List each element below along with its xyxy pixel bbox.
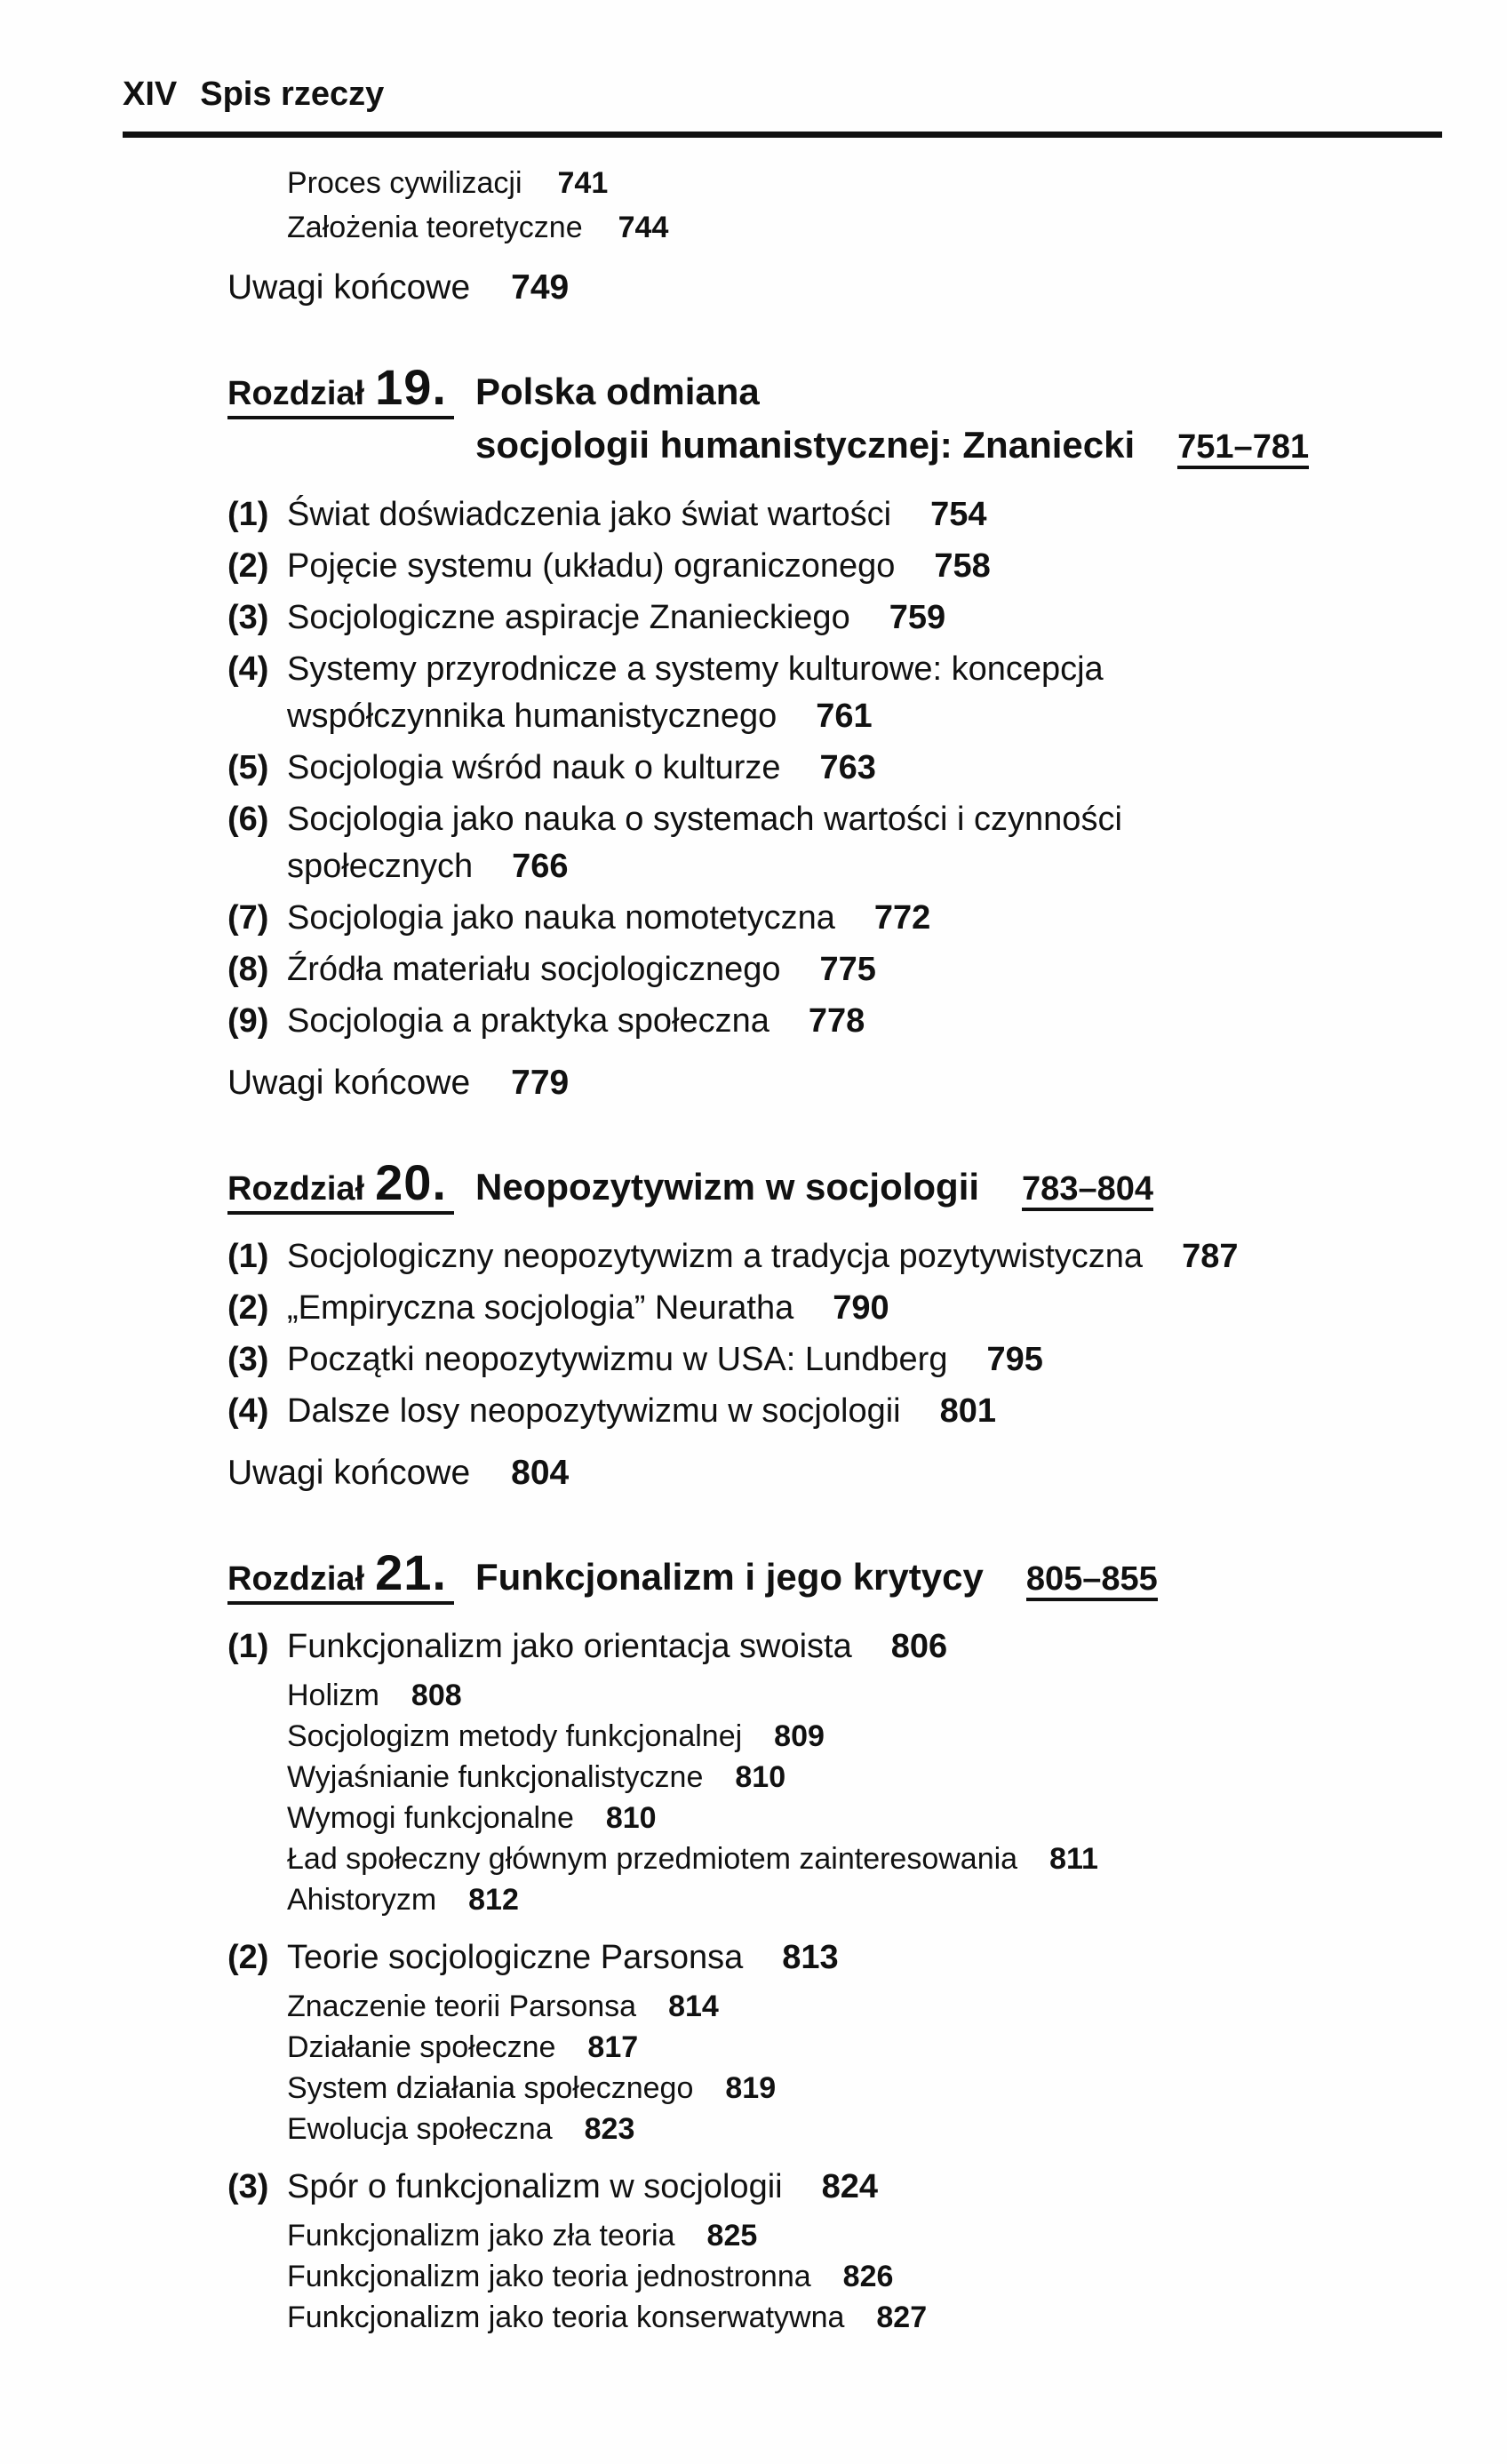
entry-title: Funkcjonalizm jako teoria konserwatywna — [287, 2300, 845, 2334]
entry-text: Funkcjonalizm jako orientacja swoista 806 — [287, 1627, 948, 1665]
entry-text: Socjologiczny neopozytywizm a tradycja pozytywistyczna 787 — [287, 1237, 1239, 1275]
chapter-heading — [227, 358, 1445, 474]
toc-subentry — [287, 2256, 1445, 2297]
entry-title: Uwagi końcowe — [227, 267, 471, 307]
entry-title: Wymogi funkcjonalne — [287, 1800, 574, 1835]
entry-page-number: 779 — [511, 1063, 570, 1102]
page-number-roman: XIV — [123, 76, 178, 113]
entry-text: Socjologia jako nauka nomotetyczna 772 — [287, 898, 931, 937]
entry-text: Socjologia jako nauka o systemach wartości i czynności społecznych 766 — [287, 800, 1122, 885]
chapter-label — [227, 358, 454, 419]
entry-page-number: 824 — [821, 2167, 878, 2205]
entry-page-number: 744 — [618, 210, 669, 244]
header-rule — [123, 132, 1442, 138]
chapter-title-line: Neopozytywizm w socjologii — [474, 1165, 980, 1208]
chapter-prefix: Rozdział — [227, 1559, 365, 1598]
entry-page-number: 795 — [986, 1340, 1043, 1378]
chapter-prefix: Rozdział — [227, 1169, 365, 1208]
entry-page-number: 810 — [735, 1759, 786, 1794]
entry-text: Dalsze losy neopozytywizmu w socjologii 801 — [287, 1391, 997, 1430]
entry-title: Ład społeczny głównym przedmiotem zainteresowania — [287, 1841, 1018, 1876]
toc-subentry — [287, 2215, 1445, 2256]
toc-subentry — [287, 2297, 1445, 2338]
entry-text: Świat doświadczenia jako świat wartości 754 — [287, 495, 987, 533]
entry-text: Spór o funkcjonalizm w socjologii 824 — [287, 2167, 878, 2205]
toc-entry — [227, 1623, 1445, 1671]
chapter-title-line: Polska odmiana — [474, 370, 760, 412]
entry-text: Socjologiczne aspiracje Znanieckiego 759 — [287, 598, 946, 636]
entry-number: (5) — [227, 748, 269, 786]
chapter-page-range: 783–804 — [1022, 1170, 1153, 1211]
entry-page-number: 826 — [842, 2259, 894, 2293]
entry-text: Początki neopozytywizmu w USA: Lundberg 795 — [287, 1340, 1043, 1378]
toc-entry — [227, 2164, 1445, 2211]
entry-page-number: 808 — [411, 1678, 462, 1712]
entry-page-number: 810 — [605, 1800, 657, 1835]
entry-page-number: 778 — [808, 1001, 865, 1040]
entry-number: (4) — [227, 650, 269, 688]
entry-title: Ewolucja społeczna — [287, 2111, 553, 2146]
toc-entry — [227, 1233, 1445, 1280]
entry-page-number: 804 — [511, 1453, 570, 1492]
entry-text: Socjologia wśród nauk o kulturze 763 — [287, 748, 876, 786]
entry-title: Holizm — [287, 1678, 379, 1712]
entry-title: Funkcjonalizm jako zła teoria — [287, 2218, 675, 2253]
toc-entry — [227, 1934, 1445, 1982]
entry-number: (3) — [227, 1340, 269, 1378]
entry-page-number: 813 — [782, 1938, 839, 1976]
toc-entry — [227, 1336, 1445, 1384]
header-title: Spis rzeczy — [200, 76, 385, 113]
entry-page-number: 761 — [816, 697, 873, 735]
chapter-title — [475, 365, 1309, 474]
toc-entry — [227, 745, 1445, 792]
entry-number: (3) — [227, 598, 269, 636]
entry-page-number: 809 — [774, 1718, 825, 1753]
toc-entry — [227, 998, 1445, 1045]
sub-entry-list — [287, 1986, 1445, 2149]
toc-entry — [227, 946, 1445, 993]
chapter-page-range: 805–855 — [1026, 1560, 1158, 1601]
entry-page-number: 825 — [706, 2218, 758, 2253]
entry-text: Socjologia a praktyka społeczna 778 — [287, 1001, 865, 1040]
chapter-number: 21. — [375, 1543, 447, 1600]
entry-page-number: 790 — [833, 1288, 889, 1327]
toc-subentry — [287, 1798, 1445, 1838]
entry-title: Znaczenie teorii Parsonsa — [287, 1989, 637, 2023]
toc-subentry — [287, 2109, 1445, 2149]
chapter-title — [475, 1160, 1153, 1216]
toc-subentry — [287, 2068, 1445, 2109]
toc-entry — [227, 796, 1445, 890]
toc-closing-entry — [227, 1449, 1445, 1497]
entry-page-number: 775 — [819, 950, 876, 988]
entry-number: (6) — [227, 800, 269, 838]
entry-title: Działanie społeczne — [287, 2029, 556, 2064]
entry-title: Założenia teoretyczne — [287, 210, 583, 244]
entry-page-number: 819 — [725, 2070, 777, 2105]
entry-number: (1) — [227, 1237, 269, 1275]
entry-page-number: 814 — [668, 1989, 719, 2023]
toc-entry — [227, 895, 1445, 942]
toc-subentry — [227, 205, 1445, 250]
entry-number: (1) — [227, 495, 269, 533]
chapter-title-line: Funkcjonalizm i jego krytycy — [474, 1555, 984, 1598]
entry-page-number: 823 — [584, 2111, 635, 2146]
entry-page-number: 811 — [1049, 1841, 1098, 1876]
toc-entry — [227, 543, 1445, 590]
entry-page-number: 812 — [468, 1882, 519, 1917]
entry-number: (2) — [227, 546, 269, 585]
toc-closing-entry — [227, 1059, 1445, 1107]
entry-number: (1) — [227, 1627, 269, 1665]
entry-text: „Empiryczna socjologia” Neuratha 790 — [287, 1288, 889, 1327]
entry-page-number: 827 — [876, 2300, 928, 2334]
sub-entry-list — [287, 2215, 1445, 2338]
chapter-label — [227, 1153, 454, 1215]
entry-title: Socjologizm metody funkcjonalnej — [287, 1718, 743, 1753]
entry-title: Uwagi końcowe — [227, 1063, 471, 1102]
entry-number: (8) — [227, 950, 269, 988]
toc-entry — [227, 491, 1445, 538]
chapter-page-range: 751–781 — [1177, 428, 1309, 469]
page-header — [0, 0, 1507, 114]
entry-page-number: 758 — [934, 546, 991, 585]
entry-number: (9) — [227, 1001, 269, 1040]
entry-text: Źródła materiału socjologicznego 775 — [287, 950, 876, 988]
entry-title: Proces cywilizacji — [287, 165, 522, 200]
entry-page-number: 817 — [587, 2029, 639, 2064]
toc-subentry — [287, 1879, 1445, 1920]
toc-subentry — [287, 1675, 1445, 1716]
entry-number: (7) — [227, 898, 269, 937]
entry-number: (4) — [227, 1391, 269, 1430]
entry-text: Teorie socjologiczne Parsonsa 813 — [287, 1938, 839, 1976]
entry-title: Uwagi końcowe — [227, 1453, 471, 1492]
chapter-heading — [227, 1153, 1445, 1216]
entry-title: System działania społecznego — [287, 2070, 694, 2105]
entry-page-number: 801 — [939, 1391, 997, 1430]
entry-page-number: 806 — [890, 1627, 948, 1665]
toc-subentry — [287, 1838, 1445, 1879]
toc-subentry — [287, 2027, 1445, 2068]
entry-title: Funkcjonalizm jako teoria jednostronna — [287, 2259, 811, 2293]
chapter-title — [475, 1551, 1158, 1606]
entry-text: Systemy przyrodnicze a systemy kulturowe: koncepcja współczynnika humanistycznego 761 — [287, 650, 1104, 735]
toc-entry — [227, 594, 1445, 642]
toc-content — [0, 138, 1507, 2338]
toc-subentry — [227, 161, 1445, 205]
chapter-title-line: socjologii humanistycznej: Znaniecki — [474, 423, 1136, 466]
chapter-prefix: Rozdział — [227, 374, 365, 412]
chapter-number: 20. — [375, 1153, 447, 1210]
toc-subentry — [287, 1986, 1445, 2027]
entry-number: (2) — [227, 1938, 269, 1976]
chapter-heading — [227, 1543, 1445, 1606]
entry-title: Ahistoryzm — [287, 1882, 437, 1917]
entry-page-number: 741 — [557, 165, 609, 200]
toc-entry — [227, 646, 1445, 740]
toc-subentry — [287, 1716, 1445, 1757]
entry-page-number: 754 — [930, 495, 987, 533]
entry-page-number: 763 — [819, 748, 876, 786]
entry-text: Pojęcie systemu (układu) ograniczonego 758 — [287, 546, 991, 585]
toc-closing-entry — [227, 264, 1445, 312]
entry-page-number: 749 — [511, 267, 570, 307]
sub-entry-list — [287, 1675, 1445, 1920]
entry-page-number: 787 — [1182, 1237, 1239, 1275]
chapter-number: 19. — [375, 358, 447, 415]
toc-entry — [227, 1388, 1445, 1435]
toc-subentry — [287, 1757, 1445, 1798]
entry-page-number: 759 — [889, 598, 946, 636]
entry-page-number: 772 — [873, 898, 931, 937]
entry-page-number: 766 — [512, 847, 569, 885]
chapter-label — [227, 1543, 454, 1605]
entry-title: Wyjaśnianie funkcjonalistyczne — [287, 1759, 704, 1794]
toc-entry — [227, 1285, 1445, 1332]
entry-number: (2) — [227, 1288, 269, 1327]
entry-number: (3) — [227, 2167, 269, 2205]
